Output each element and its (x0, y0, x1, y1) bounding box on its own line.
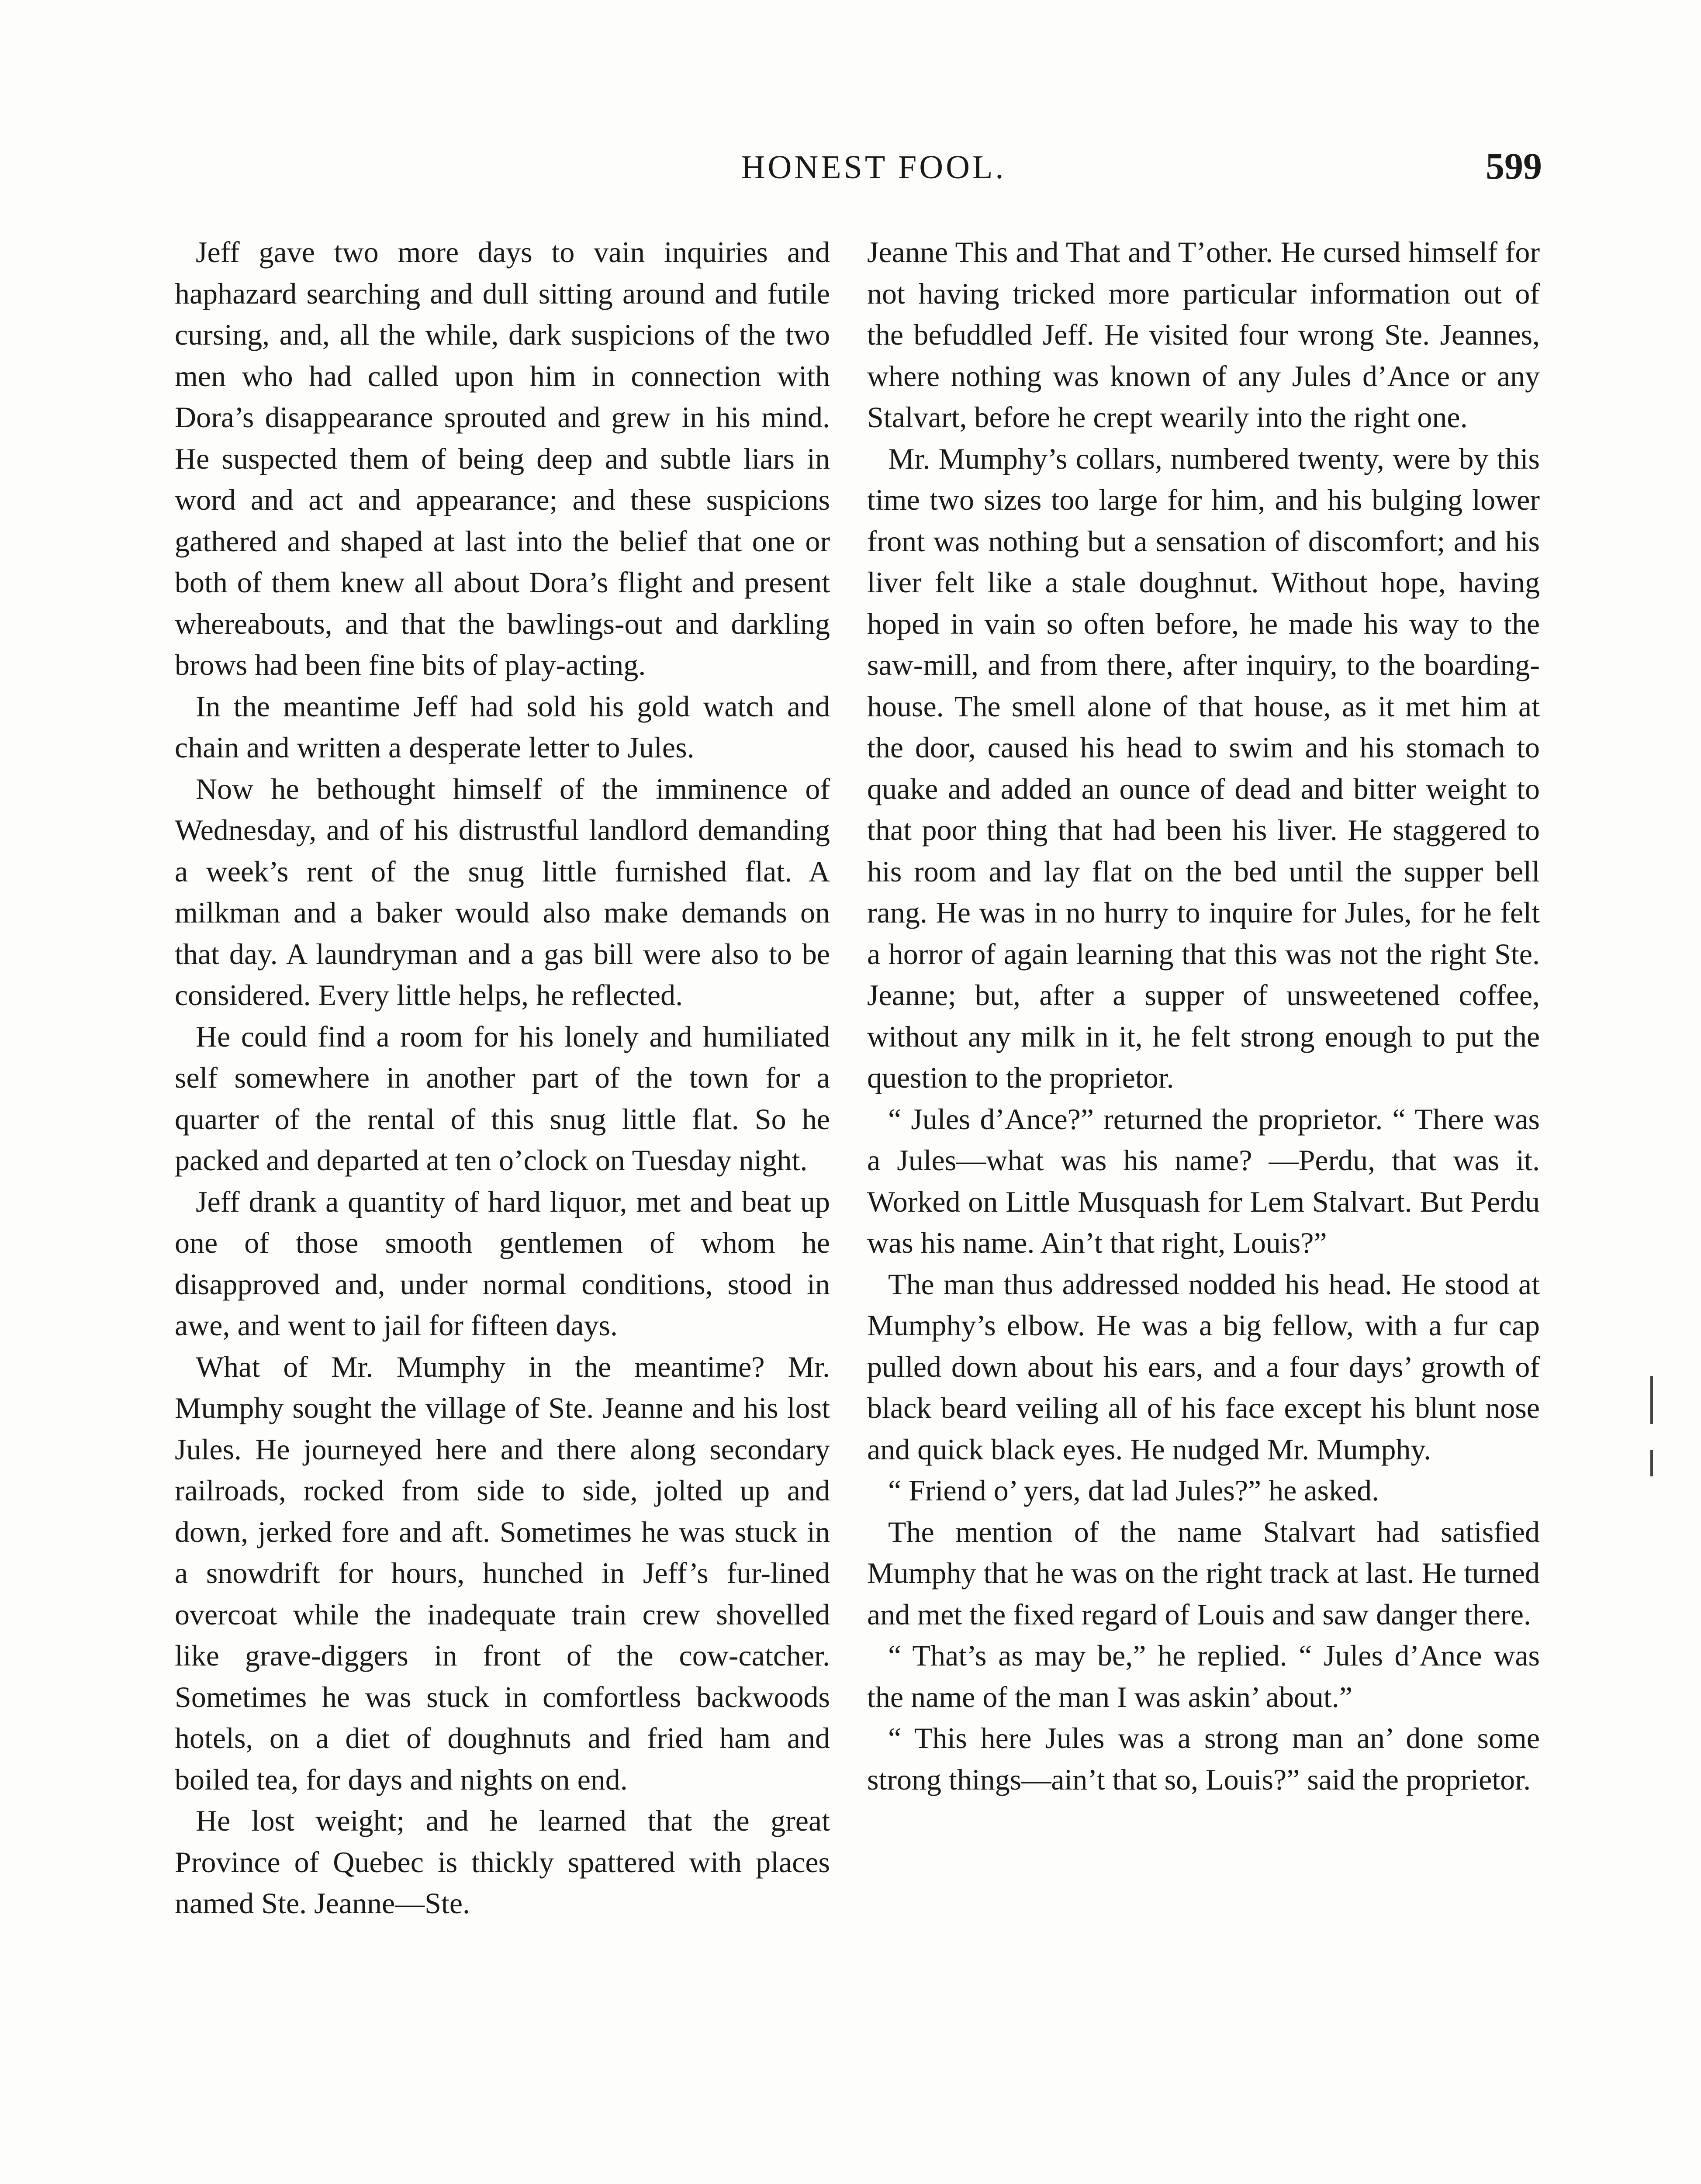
paragraph: “ Jules d’Ance?” returned the proprietor. “ There was a Jules—what was his name? —Perdu, that was it. Worked on Little Musquash for Lem Stalvart. But Perdu was his name. Ain’t that right, Louis?” (867, 1102, 1540, 1259)
paragraph: “ Friend o’ yers, dat lad Jules?” he asked. (888, 1474, 1379, 1507)
paragraph: “ That’s as may be,” he replied. “ Jules d’Ance was the name of the man I was askin’ about.” (867, 1639, 1540, 1714)
paragraph: Jeanne This and That and T’other. He cursed himself for not having tricked more particular information out of the befuddled Jeff. He visited four wrong Ste. Jeannes, where nothing was known of any Jules d’Ance or any Stalvart, before he crept wearily into the right one. (867, 235, 1540, 434)
margin-mark (1650, 1376, 1653, 1424)
paragraph: The man thus addressed nodded his head. He stood at Mumphy’s elbow. He was a big fellow, with a fur cap pulled down about his ears, and a four days’ growth of black beard veiling all of his face except his blunt nose and quick black eyes. He nudged Mr. Mumphy. (867, 1267, 1540, 1466)
paragraph: Mr. Mumphy’s collars, numbered twenty, were by this time two sizes too large for him, and his bulging lower front was nothing but a sensation of discomfort; and his liver felt like a stale doughnut. Without hope, having hoped in vain so often before, he made his way to the saw-mill, and from there, after inquiry, to the boarding-house. The smell alone of that house, as it met him at the door, caused his head to swim and his stomach to quake and added an ounce of dead and bitter weight to that poor thing that had been his liver. He staggered to his room and lay flat on the bed until the supper bell rang. He was in no hurry to inquire for Jules, for he felt a horror of again learning that this was not the right Ste. Jeanne; but, after a supper of unsweetened coffee, without any milk in it, he felt strong enough to put the question to the proprietor. (867, 442, 1540, 1094)
paragraph: “ This here Jules was a strong man an’ done some strong things—ain’t that so, Louis?” said the proprietor. (867, 1721, 1540, 1796)
paragraph: In the meantime Jeff had sold his gold watch and chain and written a desperate letter to Jules. (175, 689, 830, 764)
paragraph: The mention of the name Stalvart had satisfied Mumphy that he was on the right track at last. He turned and met the fixed regard of Louis and saw danger there. (867, 1515, 1540, 1631)
paragraph: Jeff drank a quantity of hard liquor, met and beat up one of those smooth gentlemen of whom he disapproved and, under normal conditions, stood in awe, and went to jail for fifteen days. (175, 1185, 830, 1342)
paragraph: Now he bethought himself of the imminence of Wednesday, and of his distrustful landlord demanding a week’s rent of the snug little furnished flat. A milkman and a baker would also make demands on that day. A laundryman and a gas bill were also to be considered. Every little helps, he reflected. (175, 772, 830, 1012)
page-number: 599 (1486, 145, 1542, 187)
right-column (867, 232, 1540, 1800)
paragraph: What of Mr. Mumphy in the meantime? Mr. Mumphy sought the village of Ste. Jeanne and his lost Jules. He journeyed here and there along secondary railroads, rocked from side to side, jolted up and down, jerked fore and aft. Sometimes he was stuck in a snowdrift for hours, hunched in Jeff’s fur-lined overcoat while the inadequate train crew shovelled like grave-diggers in front of the cow-catcher. Sometimes he was stuck in comfortless backwoods hotels, on a diet of doughnuts and fried ham and boiled tea, for days and nights on end. (175, 1350, 830, 1796)
margin-mark (1650, 1450, 1653, 1476)
running-head: HONEST FOOL. (741, 149, 1006, 186)
paragraph: Jeff gave two more days to vain inquiries and haphazard searching and dull sitting around and futile cursing, and, all the while, dark suspicions of the two men who had called upon him in connection with Dora’s disappearance sprouted and grew in his mind. He suspected them of being deep and subtle liars in word and act and appearance; and these suspicions gathered and shaped at last into the belief that one or both of them knew all about Dora’s flight and present whereabouts, and that the bawlings-out and darkling brows had been fine bits of play-acting. (175, 235, 830, 681)
paragraph: He could find a room for his lonely and humiliated self somewhere in another part of the town for a quarter of the rental of this snug little flat. So he packed and departed at ten o’clock on Tuesday night. (175, 1019, 830, 1177)
paragraph: He lost weight; and he learned that the great Province of Quebec is thickly spattered with places named Ste. Jeanne—Ste. (175, 1804, 830, 1920)
left-column (175, 232, 830, 1924)
